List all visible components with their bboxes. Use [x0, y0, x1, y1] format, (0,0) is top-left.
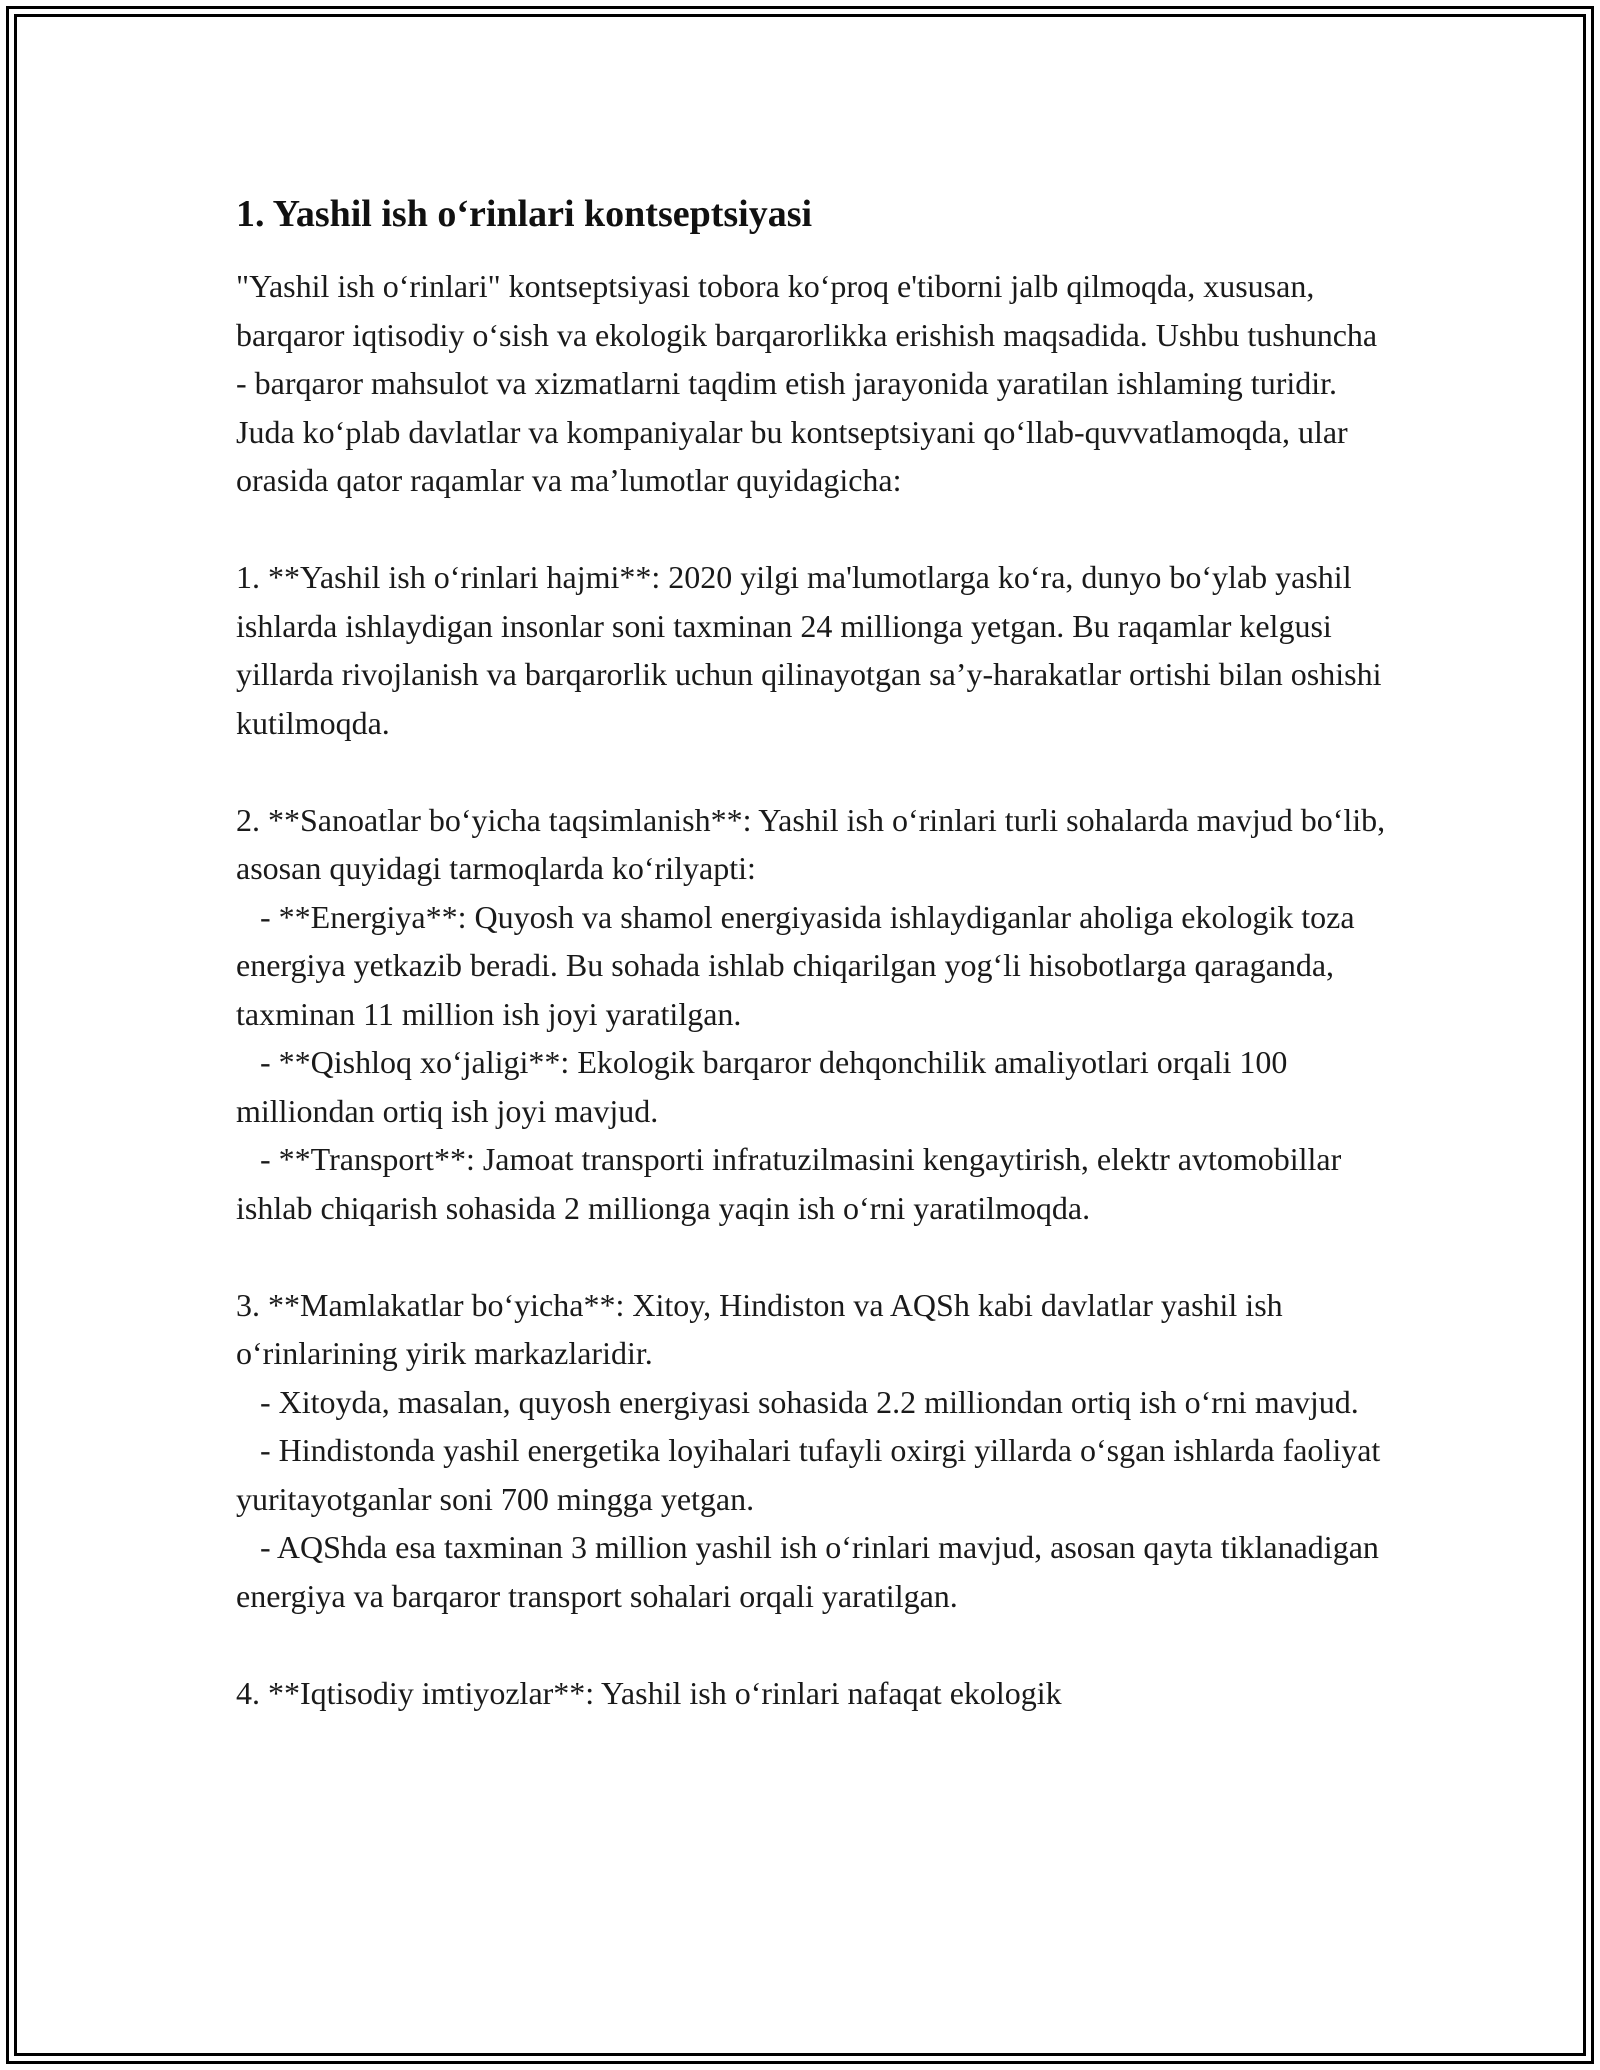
- list-item-economic-benefits: 4. **Iqtisodiy imtiyozlar**: Yashil ish o‘rinlari nafaqat ekologik: [236, 1674, 1062, 1711]
- list-item-industries: 2. **Sanoatlar bo‘yicha taqsimlanish**: Yashil ish o‘rinlari turli sohalarda mavjud bo‘lib, asosan quyidagi tarmoqlarda ko‘rilyapti: - **Energiya**: Quyosh va shamol energiyasida ishlaydiganlar aholiga ekologik toza energiya yetkazib beradi. Bu sohada ishlab chiqarilgan yog‘li hisobotlarga qaraganda, taxminan 11 million ish joyi yaratilgan. - **Qishloq xo‘jaligi**: Ekologik barqaror dehqonchilik amaliyotlari orqali 100 milliondan ortiq ish joyi mavjud. - **Transport**: Jamoat transporti infratuzilmasini kengaytirish, elektr avtomobillar ishlab chiqarish sohasida 2 millionga yaqin ish o‘rni yaratilmoqda.: [236, 801, 1386, 1226]
- paragraph-spacer: [236, 505, 1386, 554]
- document-body: [236, 186, 1390, 1717]
- paragraph-spacer: [236, 1232, 1386, 1281]
- section-heading: 1. Yashil ish o‘rinlari kontseptsiyasi: [236, 193, 813, 235]
- intro-paragraph: "Yashil ish o‘rinlari" kontseptsiyasi tobora ko‘proq e'tiborni jalb qilmoqda, xususan, barqaror iqtisodiy o‘sish va ekologik barqarorlikka erishish maqsadida. Ushbu tushuncha - barqaror mahsulot va xizmatlarni taqdim etish jarayonida yaratilan ishlaming turidir. Juda ko‘plab davlatlar va kompaniyalar bu kontseptsiyani qo‘llab-quvvatlamoqda, ular orasida qator raqamlar va ma’lumotlar quyidagicha:: [236, 268, 1386, 498]
- list-item-volume: 1. **Yashil ish o‘rinlari hajmi**: 2020 yilgi ma'lumotlarga ko‘ra, dunyo bo‘ylab yashil ishlarda ishlaydigan insonlar soni taxminan 24 millionga yetgan. Bu raqamlar kelgusi yillarda rivojlanish va barqarorlik uchun qilinayotgan sa’y-harakatlar ortishi bilan oshishi kutilmoqda.: [236, 559, 1390, 741]
- paragraph-spacer: [236, 747, 1386, 796]
- list-item-countries: 3. **Mamlakatlar bo‘yicha**: Xitoy, Hindiston va AQSh kabi davlatlar yashil ish o‘rinlarining yirik markazlaridir. - Xitoyda, masalan, quyosh energiyasi sohasida 2.2 milliondan ortiq ish o‘rni mavjud. - Hindistonda yashil energetika loyihalari tufayli oxirgi yillarda o‘sgan ishlarda faoliyat yuritayotganlar soni 700 mingga yetgan. - AQShda esa taxminan 3 million yashil ish o‘rinlari mavjud, asosan qayta tiklanadigan energiya va barqaror transport sohalari orqali yaratilgan.: [236, 1286, 1381, 1614]
- paragraph-spacer: [236, 1620, 1386, 1669]
